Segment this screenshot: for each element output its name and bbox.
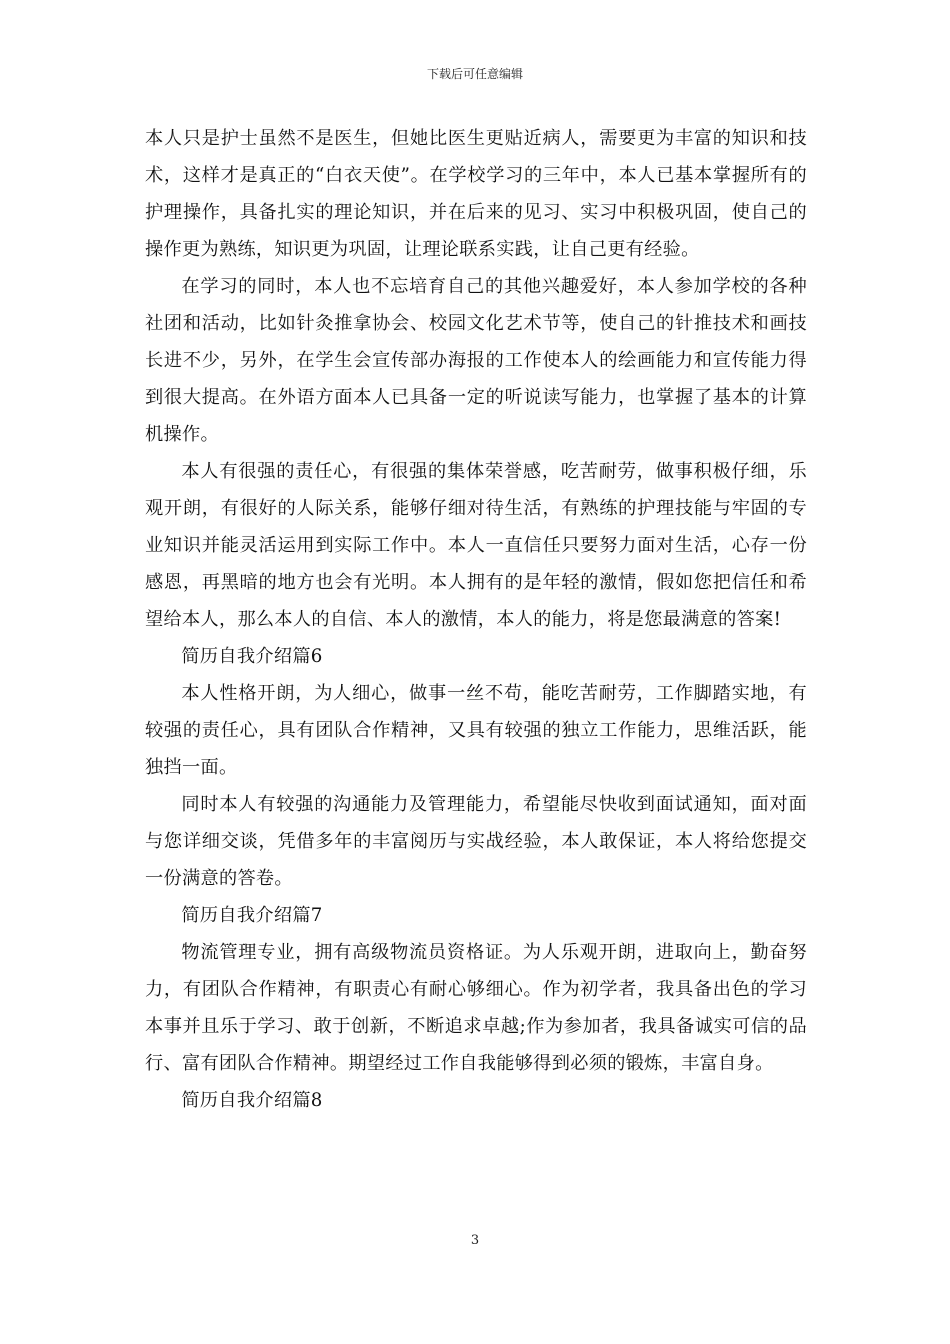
paragraph: 本人性格开朗，为人细心，做事一丝不苟，能吃苦耐劳，工作脚踏实地，有较强的责任心，具有团队合作精神，又具有较强的独立工作能力，思维活跃，能独挡一面。	[145, 683, 807, 778]
page-number: 3	[470, 1233, 480, 1248]
paragraph: 在学习的同时，本人也不忘培育自己的其他兴趣爱好，本人参加学校的各种社团和活动，比如针灸推拿协会、校园文化艺术节等，使自己的针推技术和画技长进不少，另外，在学生会宣传部办海报的工作使本人的绘画能力和宣传能力得到很大提高。在外语方面本人已具备一定的听说读写能力，也掌握了基本的计算机操作。	[145, 276, 807, 445]
paragraph: 本人有很强的责任心，有很强的集体荣誉感，吃苦耐劳，做事积极仔细，乐观开朗，有很好的人际关系，能够仔细对待生活，有熟练的护理技能与牢固的专业知识并能灵活运用到实际工作中。本人一直信任只要努力面对生活，心存一份感恩，再黑暗的地方也会有光明。本人拥有的是年轻的激情，假如您把信任和希望给本人，那么本人的自信、本人的激情，本人的能力，将是您最满意的答案!	[145, 461, 807, 630]
document-body	[145, 120, 807, 1119]
page-header: 下载后可任意编辑	[426, 67, 523, 81]
paragraph: 本人只是护士虽然不是医生，但她比医生更贴近病人，需要更为丰富的知识和技术，这样才是真正的“白衣天使”。在学校学习的三年中，本人已基本掌握所有的护理操作，具备扎实的理论知识，并在后来的见习、实习中积极巩固，使自己的操作更为熟练，知识更为巩固，让理论联系实践，让自己更有经验。	[145, 128, 807, 260]
section-title: 简历自我介绍篇6	[181, 646, 323, 667]
paragraph: 物流管理专业，拥有高级物流员资格证。为人乐观开朗，进取向上，勤奋努力，有团队合作精神，有职责心有耐心够细心。作为初学者，我具备出色的学习本事并且乐于学习、敢于创新，不断追求卓越;作为参加者，我具备诚实可信的品行、富有团队合作精神。期望经过工作自我能够得到必须的锻炼，丰富自身。	[145, 942, 807, 1074]
section-title: 简历自我介绍篇7	[181, 905, 323, 926]
section-title: 简历自我介绍篇8	[181, 1090, 323, 1111]
paragraph: 同时本人有较强的沟通能力及管理能力，希望能尽快收到面试通知，面对面与您详细交谈，凭借多年的丰富阅历与实战经验，本人敢保证，本人将给您提交一份满意的答卷。	[145, 794, 807, 889]
